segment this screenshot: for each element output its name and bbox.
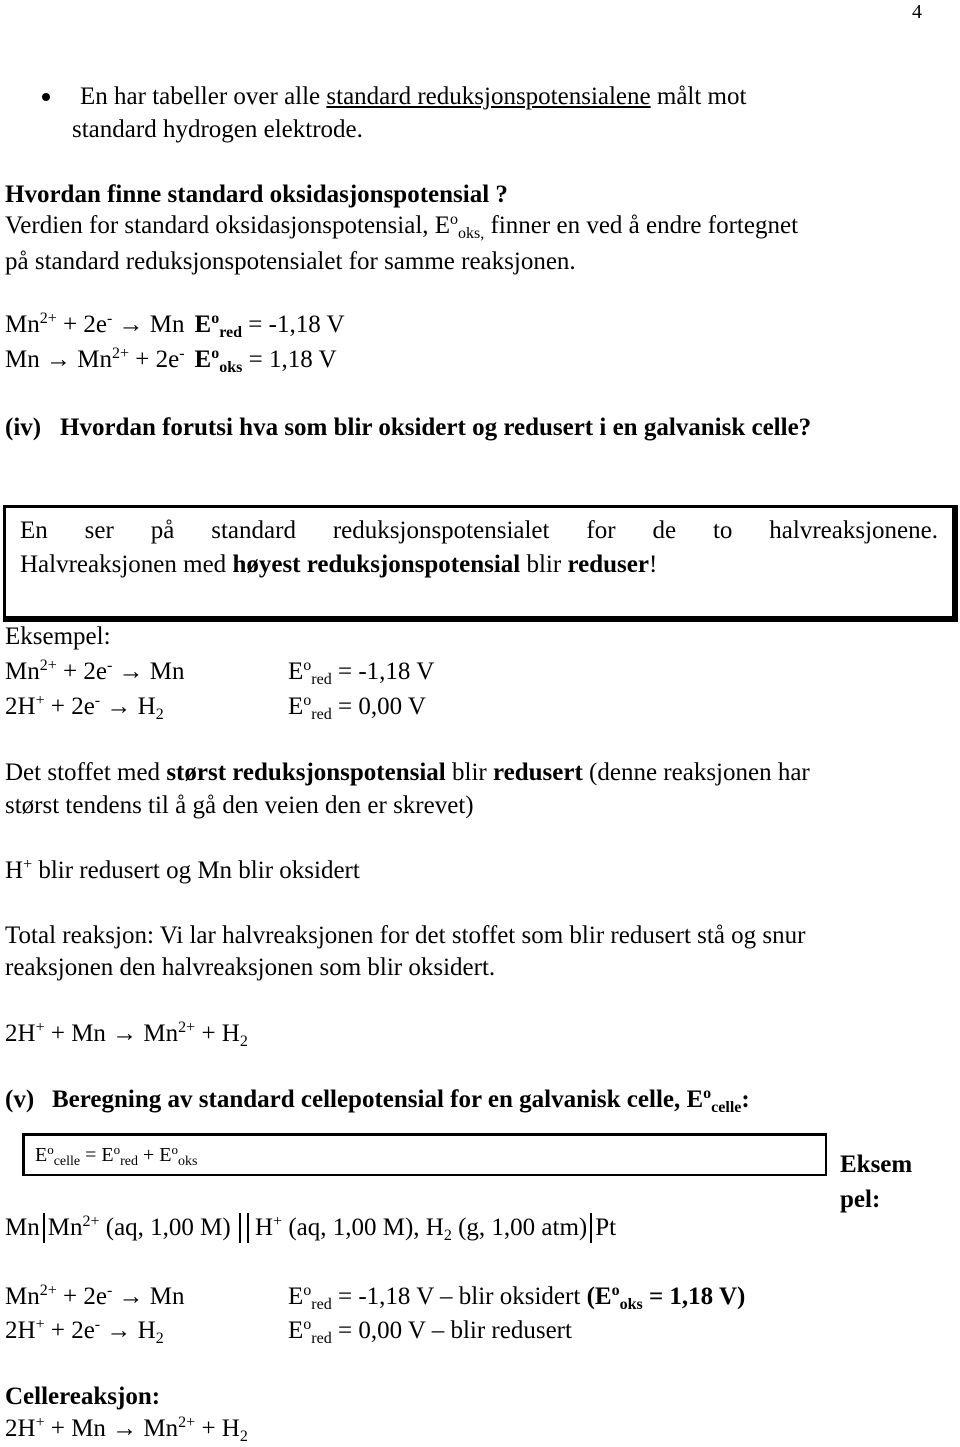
cell-potential-formula: [35, 1141, 197, 1172]
salt-bridge-icon: [239, 1213, 249, 1243]
standard-sign: o: [113, 1142, 121, 1157]
subscript: 2: [443, 1227, 452, 1244]
potential-symbol: E: [288, 1283, 304, 1310]
standard-sign: o: [703, 1085, 712, 1102]
species: Mn: [5, 1283, 40, 1310]
term: + 2e: [56, 658, 107, 685]
arrow-product: → H: [100, 693, 156, 720]
phase-boundary-icon: [590, 1213, 592, 1243]
phase-boundary-icon: [43, 1213, 45, 1243]
subscript: 2: [155, 706, 164, 723]
subscript: oks,: [458, 225, 485, 242]
superscript: o: [450, 211, 459, 228]
potential-symbol: E: [194, 311, 212, 338]
text: Halvreaksjonen med: [20, 551, 233, 578]
potential-subscript: oks: [619, 1296, 643, 1313]
cell-potential-2: [288, 1316, 572, 1346]
charge: +: [35, 692, 45, 709]
text: Det stoffet med: [5, 759, 167, 786]
total-reaction-text-1: Total reaksjon: Vi lar halvreaksjonen for det stoffet som blir redusert stå og snur: [5, 922, 806, 949]
equation-reduction: [5, 310, 345, 340]
charge: 2+: [82, 1213, 100, 1230]
bullet-text: En har tabeller over alle: [80, 83, 327, 110]
potential-subscript: red: [311, 671, 332, 688]
charge: 2+: [39, 1282, 57, 1299]
charge: +: [35, 1316, 45, 1333]
standard-sign: o: [303, 657, 312, 674]
text: finner en ved å endre fortegnet: [484, 212, 799, 239]
potential-value: = -1,18 V – blir oksidert: [331, 1283, 587, 1310]
subscript: 2: [155, 1330, 164, 1347]
potential-subscript: red: [120, 1154, 139, 1169]
charge: +: [23, 856, 33, 873]
potential-symbol: E: [288, 693, 304, 720]
concentration: (aq, 1,00 M), H: [282, 1214, 444, 1241]
text: !: [648, 551, 658, 578]
standard-sign: o: [303, 692, 312, 709]
section-v-heading: [52, 1085, 750, 1115]
cell-notation: [5, 1213, 616, 1243]
species: Mn: [5, 311, 40, 338]
heading-text: Beregning av standard cellepotensial for en galvanisk celle, E: [52, 1086, 704, 1113]
potential-symbol: E: [35, 1144, 48, 1166]
species: 2H: [5, 1415, 36, 1442]
anode-ion: Mn: [47, 1214, 83, 1241]
concentration: (aq, 1,00 M): [99, 1214, 237, 1241]
species: 2H: [5, 1317, 36, 1344]
text: (denne reaksjonen har: [582, 759, 810, 786]
term: + H: [195, 1415, 240, 1442]
standard-sign: o: [611, 1282, 620, 1299]
cell-half-reaction-1: [5, 1282, 185, 1312]
side-label-line-1: Eksem: [840, 1151, 913, 1178]
total-reaction-text-2: reaksjonen den halvreaksjonen som blir oksidert.: [5, 954, 496, 981]
standard-sign: o: [211, 345, 220, 362]
arrow-product: → Mn: [112, 1283, 185, 1310]
oxidation-potential-value: = 1,18 V): [642, 1283, 746, 1310]
rule-box-line-1: En ser på standard reduksjonspotensialet for de to halvreaksjonene.: [20, 517, 938, 544]
arrow-product: → Mn: [112, 311, 185, 338]
oxidation-text-line-2: på standard reduksjonspotensialet for samme reaksjonen.: [5, 248, 576, 275]
term: = E: [80, 1144, 114, 1166]
term: + 2e: [44, 693, 95, 720]
term: + Mn → Mn: [44, 1415, 179, 1442]
standard-sign: o: [303, 1282, 312, 1299]
charge: -: [179, 345, 185, 362]
bullet-line-1: [80, 82, 746, 112]
cell-potential-1: [288, 1282, 745, 1312]
term: + Mn → Mn: [44, 1020, 179, 1047]
conclusion-line-2: størst tendens til å gå den veien den er skrevet): [5, 792, 474, 819]
example-half-reaction-2: [5, 692, 164, 722]
potential-value: = 0,00 V: [331, 693, 426, 720]
page-number: 4: [912, 1, 922, 23]
section-iv-heading: Hvordan forutsi hva som blir oksidert og redusert i en galvanisk celle?: [60, 414, 812, 441]
subscript: 2: [239, 1428, 248, 1445]
potential-value: = 0,00 V – blir redusert: [331, 1317, 572, 1344]
potential-subscript: red: [219, 324, 243, 341]
standard-sign: o: [303, 1316, 312, 1333]
charge: -: [94, 1316, 101, 1333]
potential-symbol: E: [194, 346, 212, 373]
potential-symbol: E: [288, 1317, 304, 1344]
charge: 2+: [39, 657, 57, 674]
charge: -: [106, 1282, 113, 1299]
cell-reaction-equation: [5, 1414, 248, 1444]
charge: 2+: [39, 310, 57, 327]
text: blir: [445, 759, 493, 786]
standard-sign: o: [47, 1142, 54, 1157]
arrow-product: → H: [100, 1317, 156, 1344]
result-line: [5, 856, 360, 886]
side-label-line-2: pel:: [840, 1186, 881, 1213]
rule-box-line-2: [20, 550, 657, 580]
pressure: (g, 1,00 atm): [451, 1214, 588, 1241]
standard-sign: o: [211, 310, 220, 327]
term: + 2e: [56, 311, 107, 338]
cell-half-reaction-2: [5, 1316, 164, 1346]
emphasis: størst reduksjonspotensial: [166, 759, 446, 786]
charge: -: [106, 657, 113, 674]
species: 2H: [5, 693, 36, 720]
section-v-number: (v): [5, 1086, 35, 1113]
total-reaction-equation: [5, 1019, 248, 1049]
potential-subscript: red: [311, 1330, 332, 1347]
standard-sign: o: [171, 1142, 179, 1157]
species: H: [5, 857, 24, 884]
anode-metal: Mn: [5, 1214, 40, 1241]
emphasis: høyest reduksjonspotensial: [232, 551, 521, 578]
subscript: 2: [239, 1033, 248, 1050]
charge: +: [35, 1414, 45, 1431]
potential-subscript: celle: [53, 1154, 81, 1169]
potential-subscript: red: [311, 1296, 332, 1313]
term: + 2e: [44, 1317, 95, 1344]
emphasis: reduser: [567, 551, 649, 578]
potential-symbol: E: [288, 658, 304, 685]
arrow-product: → Mn: [112, 658, 185, 685]
charge: +: [35, 1019, 45, 1036]
cathode-ion: H: [254, 1214, 274, 1241]
colon: :: [741, 1086, 750, 1113]
potential-value: = -1,18 V: [331, 658, 435, 685]
potential-value: = 1,18 V: [242, 346, 337, 373]
example-half-reaction-1: [5, 657, 185, 687]
conclusion-line-1: [5, 758, 810, 788]
potential-subscript: oks: [219, 359, 243, 376]
equation-oxidation: [5, 345, 337, 375]
potential-subscript: oks: [178, 1154, 198, 1169]
text: Verdien for standard oksidasjonspotensial, E: [5, 212, 451, 239]
oxidation-text-line-1: [5, 211, 798, 241]
example-potential-2: [288, 692, 426, 722]
potential-subscript: celle: [711, 1099, 742, 1116]
section-iv-number: (iv): [5, 414, 42, 441]
bullet-line-2: standard hydrogen elektrode.: [72, 116, 363, 143]
term: + 2e: [56, 1283, 107, 1310]
oxidation-heading: Hvordan finne standard oksidasjonspotensial ?: [5, 181, 508, 208]
charge: 2+: [178, 1414, 196, 1431]
charge: 2+: [111, 345, 129, 362]
electrode: Pt: [595, 1214, 617, 1241]
potential-value: = -1,18 V: [242, 311, 345, 338]
species: Mn: [5, 658, 40, 685]
charge: -: [106, 310, 113, 327]
species: 2H: [5, 1020, 36, 1047]
cell-reaction-label: Cellereaksjon:: [5, 1383, 161, 1410]
text: blir: [520, 551, 568, 578]
term: + 2e: [129, 346, 180, 373]
example-potential-1: [288, 657, 434, 687]
potential-subscript: red: [311, 706, 332, 723]
text: blir redusert og Mn blir oksidert: [32, 857, 360, 884]
oxidation-potential-symbol: (E: [586, 1283, 612, 1310]
term: + E: [138, 1144, 172, 1166]
charge: 2+: [178, 1019, 196, 1036]
charge: +: [273, 1213, 283, 1230]
example-label: Eksempel:: [5, 623, 111, 650]
bullet-text-end: målt mot: [650, 83, 747, 110]
underlined-term: standard reduksjonspotensialene: [326, 83, 651, 110]
species: Mn → Mn: [5, 346, 112, 373]
emphasis: redusert: [492, 759, 583, 786]
term: + H: [195, 1020, 240, 1047]
bullet-icon: [42, 93, 50, 101]
charge: -: [94, 692, 101, 709]
